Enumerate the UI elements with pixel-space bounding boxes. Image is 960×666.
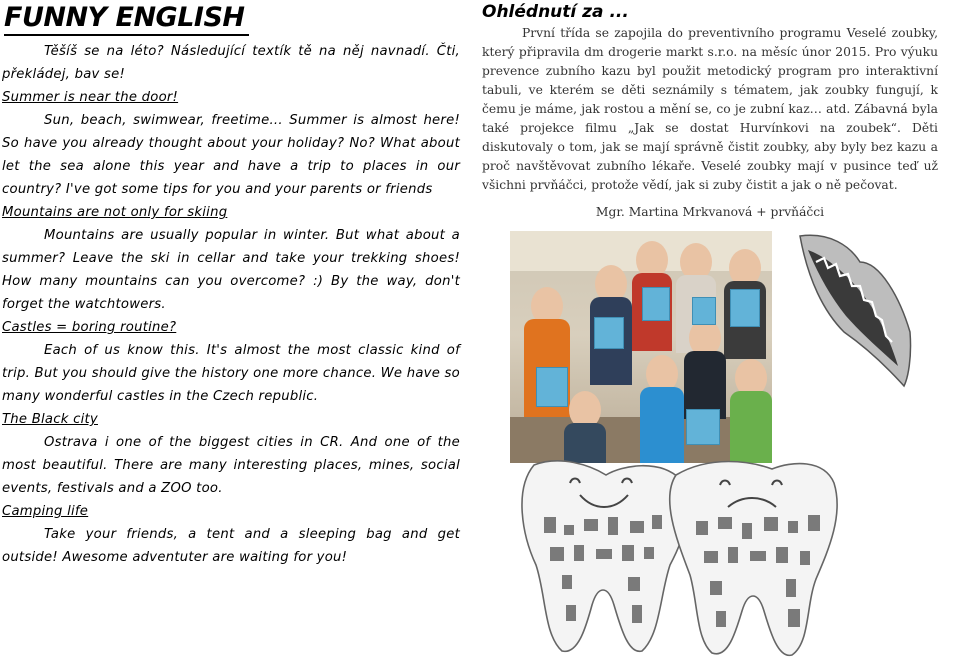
section-text: Sun, beach, swimwear, freetime... Summer is almost here! So have you already thought about your holiday? No? What about let the sea alone this year and have a trip to places in our country? I've got some tips for you and your parents or friends [2,113,460,197]
class-photo [510,231,772,463]
gift-bag [730,289,760,327]
lips-drawing [790,228,918,392]
section-heading: Mountains are not only for skiing [2,205,228,220]
article-body: První třída se zapojila do preventivního programu Veselé zoubky, který připravila dm drogerie markt s.r.o. na měsíc únor 2015. Pro výuku prevence zubního kazu byl použit metodický program pro interaktivní tabuli, ve kterém se děti seznámily s tématem, jak zoubky fungují, k čemu je máme, jak rostou a mění se, co je zubní kaz… atd. Zábavná byla také projekce filmu „Jak se dostat Hurvínkovi na zoubek“. Děti diskutovaly o tom, jak se mají správně čistit zoubky, aby byly bez kazu a proč navštěvovat zubního lékaře. Veselé zoubky mají v pusince teď už všichni prvňáčci, protože vědí, jak si zuby čistit a jak o ně pečovat. [482,26,938,192]
funny-english-column [2,0,460,569]
section-heading: Summer is near the door! [2,90,179,105]
teeth-drawing [510,455,840,661]
child-figure [684,319,726,419]
gift-bag [686,409,720,445]
section-heading: Castles = boring routine? [2,320,177,335]
funny-english-text [2,40,460,569]
child-figure [564,391,606,463]
section-heading: The Black city [2,412,98,427]
article-title: Ohlédnutí za ... [482,2,629,22]
section-text: Mountains are usually popular in winter. But what about a summer? Leave the ski in cellar and take your trekking shoes! How many mountains can you overcome? :) By the way, don't forget the watchtowers. [2,228,460,312]
gift-bag [692,297,716,325]
gift-bag [594,317,624,349]
section-text: Ostrava i one of the biggest cities in CR. And one of the most beautiful. There are many interesting places, mines, social events, festivals and a ZOO too. [2,435,460,496]
section-heading: Camping life [2,504,89,519]
article-signature: Mgr. Martina Mrkvanová + prvňáčci [595,205,825,219]
intro-paragraph: Těšíš se na léto? Následující textík tě na něj navnadí. Čti, překládej, bav se! [2,44,460,82]
child-figure [730,359,772,463]
child-figure [640,355,684,463]
retrospective-column [482,0,938,222]
page-title: FUNNY ENGLISH [4,2,249,36]
section-text: Take your friends, a tent and a sleeping bag and get outside! Awesome adventuter are waiting for you! [2,527,460,565]
gift-bag [642,287,670,321]
gift-bag [536,367,568,407]
section-text: Each of us know this. It's almost the most classic kind of trip. But you should give the history one more chance. We have so many wonderful castles in the Czech republic. [2,343,460,404]
